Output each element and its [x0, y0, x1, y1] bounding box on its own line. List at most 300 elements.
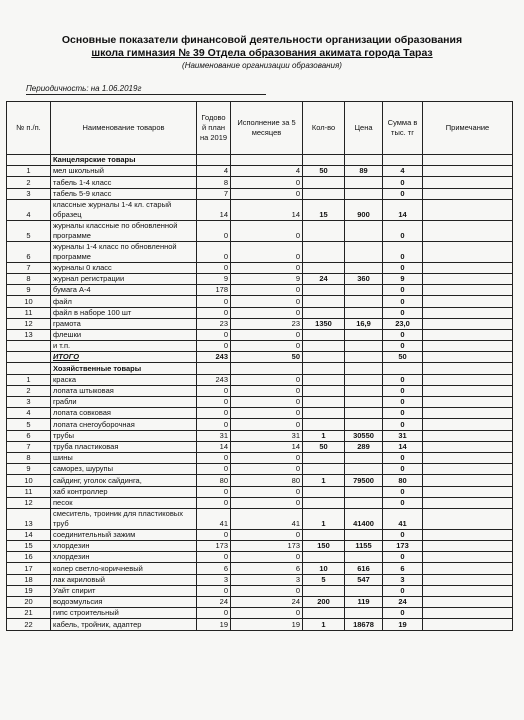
cell-price: [345, 397, 383, 408]
cell-price: [345, 552, 383, 563]
cell-price: [345, 307, 383, 318]
cell-item-name: журнал регистрации: [51, 273, 197, 284]
cell-annual-plan: 243: [197, 374, 231, 385]
cell-price: [345, 374, 383, 385]
cell-price: 360: [345, 273, 383, 284]
cell-execution-5-months: 0: [231, 408, 303, 419]
table-row: [7, 341, 513, 352]
cell-execution-5-months: 23: [231, 318, 303, 329]
cell-annual-plan: 0: [197, 552, 231, 563]
table-row: [7, 188, 513, 199]
cell-quantity: [303, 464, 345, 475]
cell-price: 79500: [345, 475, 383, 486]
cell-item-name: файл в наборе 100 шт: [51, 307, 197, 318]
cell-price: [345, 529, 383, 540]
table-row: [7, 177, 513, 188]
cell-execution-5-months: 173: [231, 541, 303, 552]
cell-sum-thousand-tenge: 0: [383, 177, 423, 188]
cell-annual-plan: 0: [197, 497, 231, 508]
cell-quantity: 200: [303, 597, 345, 608]
cell-note: [423, 352, 513, 363]
cell-quantity: [303, 419, 345, 430]
title-line-1: Основные показатели финансовой деятельности организации образования: [61, 34, 463, 46]
cell-quantity: [303, 177, 345, 188]
cell-quantity: 15: [303, 199, 345, 220]
cell-note: [423, 486, 513, 497]
cell-price: 289: [345, 441, 383, 452]
cell-execution-5-months: 50: [231, 352, 303, 363]
cell-note: [423, 166, 513, 177]
col-header-price: Цена: [345, 102, 383, 155]
cell-sum-thousand-tenge: 24: [383, 597, 423, 608]
table-row: [7, 241, 513, 262]
cell-execution-5-months: 0: [231, 464, 303, 475]
cell-item-name: ИТОГО: [51, 352, 197, 363]
table-row: [7, 374, 513, 385]
cell-execution-5-months: 0: [231, 285, 303, 296]
cell-item-name: хаб контроллер: [51, 486, 197, 497]
cell-execution-5-months: 41: [231, 508, 303, 529]
cell-price: 119: [345, 597, 383, 608]
table-row: [7, 430, 513, 441]
cell-row-number: 2: [7, 385, 51, 396]
cell-quantity: [303, 155, 345, 166]
cell-sum-thousand-tenge: 0: [383, 608, 423, 619]
table-row: [7, 541, 513, 552]
col-header-execution: Исполнение за 5 месяцев: [231, 102, 303, 155]
table-row: [7, 318, 513, 329]
cell-quantity: [303, 285, 345, 296]
cell-sum-thousand-tenge: 0: [383, 220, 423, 241]
cell-sum-thousand-tenge: 0: [383, 296, 423, 307]
cell-execution-5-months: 0: [231, 307, 303, 318]
cell-execution-5-months: 14: [231, 199, 303, 220]
cell-price: 16,9: [345, 318, 383, 329]
cell-item-name: соединительный зажим: [51, 529, 197, 540]
cell-sum-thousand-tenge: 14: [383, 199, 423, 220]
cell-price: [345, 188, 383, 199]
cell-item-name: колер светло-коричневый: [51, 563, 197, 574]
cell-item-name: сайдинг, уголок сайдинга,: [51, 475, 197, 486]
cell-item-name: песок: [51, 497, 197, 508]
cell-note: [423, 464, 513, 475]
table-row: [7, 397, 513, 408]
cell-quantity: [303, 585, 345, 596]
cell-quantity: [303, 397, 345, 408]
cell-price: [345, 352, 383, 363]
document-title: [20, 34, 504, 60]
table-row: [7, 296, 513, 307]
cell-quantity: 24: [303, 273, 345, 284]
cell-note: [423, 475, 513, 486]
cell-execution-5-months: 0: [231, 262, 303, 273]
cell-price: [345, 155, 383, 166]
cell-price: [345, 608, 383, 619]
cell-execution-5-months: 0: [231, 177, 303, 188]
table-row: [7, 285, 513, 296]
cell-item-name: журналы 0 класс: [51, 262, 197, 273]
cell-item-name: и т.п.: [51, 341, 197, 352]
cell-execution-5-months: 0: [231, 241, 303, 262]
cell-quantity: 1350: [303, 318, 345, 329]
cell-note: [423, 441, 513, 452]
table-row: [7, 574, 513, 585]
cell-price: [345, 486, 383, 497]
cell-annual-plan: [197, 363, 231, 374]
cell-note: [423, 585, 513, 596]
cell-item-name: флешки: [51, 329, 197, 340]
cell-note: [423, 563, 513, 574]
cell-sum-thousand-tenge: 50: [383, 352, 423, 363]
cell-price: 1155: [345, 541, 383, 552]
cell-sum-thousand-tenge: 0: [383, 374, 423, 385]
table-row: [7, 220, 513, 241]
cell-annual-plan: [197, 155, 231, 166]
cell-item-name: лак акриловый: [51, 574, 197, 585]
cell-row-number: 22: [7, 619, 51, 630]
cell-note: [423, 296, 513, 307]
cell-item-name: краска: [51, 374, 197, 385]
cell-row-number: 6: [7, 241, 51, 262]
cell-sum-thousand-tenge: 0: [383, 529, 423, 540]
cell-sum-thousand-tenge: 0: [383, 419, 423, 430]
table-row: [7, 597, 513, 608]
cell-execution-5-months: 0: [231, 341, 303, 352]
cell-execution-5-months: 0: [231, 497, 303, 508]
cell-item-name: Канцелярские товары: [51, 155, 197, 166]
cell-row-number: 8: [7, 273, 51, 284]
cell-item-name: саморез, шурупы: [51, 464, 197, 475]
cell-sum-thousand-tenge: 0: [383, 464, 423, 475]
cell-quantity: [303, 552, 345, 563]
cell-item-name: шины: [51, 452, 197, 463]
cell-quantity: [303, 262, 345, 273]
cell-row-number: 12: [7, 318, 51, 329]
cell-item-name: табель 5-9 класс: [51, 188, 197, 199]
cell-annual-plan: 0: [197, 585, 231, 596]
cell-annual-plan: 0: [197, 220, 231, 241]
table-header-row: [7, 102, 513, 155]
cell-execution-5-months: 31: [231, 430, 303, 441]
cell-note: [423, 552, 513, 563]
cell-quantity: 150: [303, 541, 345, 552]
cell-annual-plan: 7: [197, 188, 231, 199]
cell-annual-plan: 24: [197, 597, 231, 608]
cell-annual-plan: 0: [197, 262, 231, 273]
cell-item-name: хлордезин: [51, 541, 197, 552]
cell-quantity: [303, 220, 345, 241]
cell-sum-thousand-tenge: 0: [383, 385, 423, 396]
cell-annual-plan: 0: [197, 408, 231, 419]
cell-annual-plan: 23: [197, 318, 231, 329]
cell-sum-thousand-tenge: 173: [383, 541, 423, 552]
cell-item-name: смеситель, троиник для пластиковых труб: [51, 508, 197, 529]
cell-annual-plan: 178: [197, 285, 231, 296]
cell-sum-thousand-tenge: [383, 155, 423, 166]
cell-item-name: труба пластиковая: [51, 441, 197, 452]
cell-quantity: [303, 296, 345, 307]
cell-annual-plan: 0: [197, 397, 231, 408]
table-row: [7, 273, 513, 284]
cell-annual-plan: 80: [197, 475, 231, 486]
cell-sum-thousand-tenge: 0: [383, 262, 423, 273]
cell-quantity: [303, 497, 345, 508]
cell-price: 41400: [345, 508, 383, 529]
cell-row-number: 16: [7, 552, 51, 563]
cell-execution-5-months: 0: [231, 529, 303, 540]
cell-price: [345, 408, 383, 419]
table-row: [7, 475, 513, 486]
title-line-2: школа гимназия № 39 Отдела образования акимата города Тараз: [91, 47, 433, 59]
cell-sum-thousand-tenge: 19: [383, 619, 423, 630]
cell-item-name: кабель, тройник, адаптер: [51, 619, 197, 630]
cell-item-name: трубы: [51, 430, 197, 441]
cell-annual-plan: 0: [197, 419, 231, 430]
cell-annual-plan: 6: [197, 563, 231, 574]
cell-item-name: мел школьный: [51, 166, 197, 177]
cell-row-number: 5: [7, 419, 51, 430]
cell-quantity: [303, 352, 345, 363]
cell-item-name: файл: [51, 296, 197, 307]
period-label: Периодичность: на 1.06.2019г: [26, 84, 266, 95]
cell-execution-5-months: 0: [231, 397, 303, 408]
cell-quantity: [303, 529, 345, 540]
cell-note: [423, 363, 513, 374]
cell-sum-thousand-tenge: 41: [383, 508, 423, 529]
cell-execution-5-months: 9: [231, 273, 303, 284]
table-row: [7, 608, 513, 619]
cell-row-number: 3: [7, 397, 51, 408]
cell-row-number: 5: [7, 220, 51, 241]
cell-execution-5-months: 0: [231, 220, 303, 241]
cell-execution-5-months: 0: [231, 296, 303, 307]
table-row: [7, 441, 513, 452]
cell-execution-5-months: 4: [231, 166, 303, 177]
cell-row-number: 12: [7, 497, 51, 508]
cell-annual-plan: 0: [197, 608, 231, 619]
cell-price: [345, 296, 383, 307]
cell-note: [423, 430, 513, 441]
cell-quantity: [303, 408, 345, 419]
table-row: [7, 486, 513, 497]
section-header-row: [7, 363, 513, 374]
cell-price: [345, 341, 383, 352]
table-row: [7, 329, 513, 340]
table-body: [7, 155, 513, 631]
cell-sum-thousand-tenge: 0: [383, 408, 423, 419]
cell-sum-thousand-tenge: 14: [383, 441, 423, 452]
cell-execution-5-months: 14: [231, 441, 303, 452]
cell-quantity: 50: [303, 441, 345, 452]
cell-item-name: хлордезин: [51, 552, 197, 563]
col-header-note: Примечание: [423, 102, 513, 155]
cell-row-number: [7, 352, 51, 363]
cell-row-number: 1: [7, 166, 51, 177]
cell-execution-5-months: [231, 363, 303, 374]
cell-note: [423, 452, 513, 463]
table-row: [7, 419, 513, 430]
cell-note: [423, 285, 513, 296]
cell-annual-plan: 8: [197, 177, 231, 188]
cell-execution-5-months: 0: [231, 608, 303, 619]
cell-item-name: журналы 1-4 класс по обновленной программе: [51, 241, 197, 262]
cell-row-number: 10: [7, 475, 51, 486]
cell-item-name: грабли: [51, 397, 197, 408]
cell-row-number: 7: [7, 262, 51, 273]
cell-price: 547: [345, 574, 383, 585]
col-header-sum: Сумма в тыс. тг: [383, 102, 423, 155]
cell-annual-plan: 41: [197, 508, 231, 529]
cell-sum-thousand-tenge: [383, 363, 423, 374]
table-row: [7, 166, 513, 177]
cell-annual-plan: 0: [197, 464, 231, 475]
cell-annual-plan: 0: [197, 341, 231, 352]
cell-annual-plan: 173: [197, 541, 231, 552]
cell-price: 616: [345, 563, 383, 574]
table-row: [7, 497, 513, 508]
cell-quantity: [303, 452, 345, 463]
cell-price: [345, 497, 383, 508]
cell-sum-thousand-tenge: 0: [383, 552, 423, 563]
cell-sum-thousand-tenge: 31: [383, 430, 423, 441]
cell-note: [423, 619, 513, 630]
cell-quantity: [303, 608, 345, 619]
cell-execution-5-months: 0: [231, 374, 303, 385]
cell-row-number: 13: [7, 508, 51, 529]
cell-quantity: [303, 307, 345, 318]
cell-execution-5-months: 0: [231, 419, 303, 430]
cell-sum-thousand-tenge: 4: [383, 166, 423, 177]
cell-note: [423, 419, 513, 430]
cell-item-name: Уайт спирит: [51, 585, 197, 596]
cell-quantity: 10: [303, 563, 345, 574]
cell-item-name: бумага А-4: [51, 285, 197, 296]
cell-note: [423, 273, 513, 284]
cell-row-number: 9: [7, 464, 51, 475]
cell-row-number: 9: [7, 285, 51, 296]
cell-row-number: 21: [7, 608, 51, 619]
cell-price: [345, 220, 383, 241]
cell-note: [423, 241, 513, 262]
cell-item-name: грамота: [51, 318, 197, 329]
cell-sum-thousand-tenge: 80: [383, 475, 423, 486]
cell-execution-5-months: 0: [231, 486, 303, 497]
total-row: [7, 352, 513, 363]
cell-row-number: 4: [7, 408, 51, 419]
cell-row-number: 3: [7, 188, 51, 199]
cell-note: [423, 497, 513, 508]
cell-item-name: гипс строительный: [51, 608, 197, 619]
cell-row-number: 17: [7, 563, 51, 574]
col-header-plan: Годово й план на 2019: [197, 102, 231, 155]
col-header-quantity: Кол-во: [303, 102, 345, 155]
cell-price: [345, 385, 383, 396]
cell-item-name: лопата снегоуборочная: [51, 419, 197, 430]
cell-price: 18678: [345, 619, 383, 630]
table-row: [7, 508, 513, 529]
organization-caption: (Наименование организации образования): [182, 61, 342, 70]
cell-quantity: 1: [303, 508, 345, 529]
cell-note: [423, 155, 513, 166]
cell-annual-plan: 243: [197, 352, 231, 363]
cell-row-number: 19: [7, 585, 51, 596]
cell-execution-5-months: 0: [231, 552, 303, 563]
col-header-name: Наименование товаров: [51, 102, 197, 155]
cell-sum-thousand-tenge: 0: [383, 585, 423, 596]
cell-note: [423, 608, 513, 619]
cell-sum-thousand-tenge: 0: [383, 188, 423, 199]
cell-price: [345, 285, 383, 296]
table-row: [7, 307, 513, 318]
cell-row-number: 7: [7, 441, 51, 452]
cell-row-number: 14: [7, 529, 51, 540]
cell-note: [423, 597, 513, 608]
cell-annual-plan: 3: [197, 574, 231, 585]
cell-item-name: классные журналы 1-4 кл. старый образец: [51, 199, 197, 220]
cell-row-number: 6: [7, 430, 51, 441]
cell-execution-5-months: 3: [231, 574, 303, 585]
table-row: [7, 464, 513, 475]
cell-annual-plan: 19: [197, 619, 231, 630]
cell-execution-5-months: 0: [231, 585, 303, 596]
cell-quantity: 1: [303, 430, 345, 441]
cell-row-number: 13: [7, 329, 51, 340]
cell-sum-thousand-tenge: 0: [383, 341, 423, 352]
cell-price: [345, 464, 383, 475]
cell-item-name: лопата штыковая: [51, 385, 197, 396]
cell-execution-5-months: 0: [231, 188, 303, 199]
cell-note: [423, 541, 513, 552]
cell-note: [423, 341, 513, 352]
table-row: [7, 452, 513, 463]
cell-execution-5-months: 80: [231, 475, 303, 486]
cell-annual-plan: 0: [197, 241, 231, 262]
cell-annual-plan: 14: [197, 441, 231, 452]
cell-row-number: 2: [7, 177, 51, 188]
cell-sum-thousand-tenge: 0: [383, 285, 423, 296]
table-row: [7, 619, 513, 630]
cell-price: [345, 363, 383, 374]
cell-annual-plan: 31: [197, 430, 231, 441]
table-row: [7, 585, 513, 596]
cell-row-number: 20: [7, 597, 51, 608]
cell-item-name: журналы классные по обновленной программе: [51, 220, 197, 241]
table-row: [7, 408, 513, 419]
cell-quantity: 5: [303, 574, 345, 585]
cell-item-name: лопата совковая: [51, 408, 197, 419]
cell-note: [423, 177, 513, 188]
section-header-row: [7, 155, 513, 166]
cell-execution-5-months: 24: [231, 597, 303, 608]
cell-note: [423, 374, 513, 385]
cell-annual-plan: 14: [197, 199, 231, 220]
indicators-table: [6, 101, 513, 631]
cell-note: [423, 199, 513, 220]
cell-price: 30550: [345, 430, 383, 441]
cell-annual-plan: 0: [197, 329, 231, 340]
cell-note: [423, 408, 513, 419]
cell-sum-thousand-tenge: 0: [383, 452, 423, 463]
cell-sum-thousand-tenge: 0: [383, 307, 423, 318]
cell-execution-5-months: 6: [231, 563, 303, 574]
cell-sum-thousand-tenge: 0: [383, 397, 423, 408]
cell-execution-5-months: 0: [231, 329, 303, 340]
cell-quantity: 1: [303, 475, 345, 486]
cell-note: [423, 329, 513, 340]
cell-row-number: [7, 363, 51, 374]
cell-quantity: [303, 341, 345, 352]
cell-row-number: 15: [7, 541, 51, 552]
